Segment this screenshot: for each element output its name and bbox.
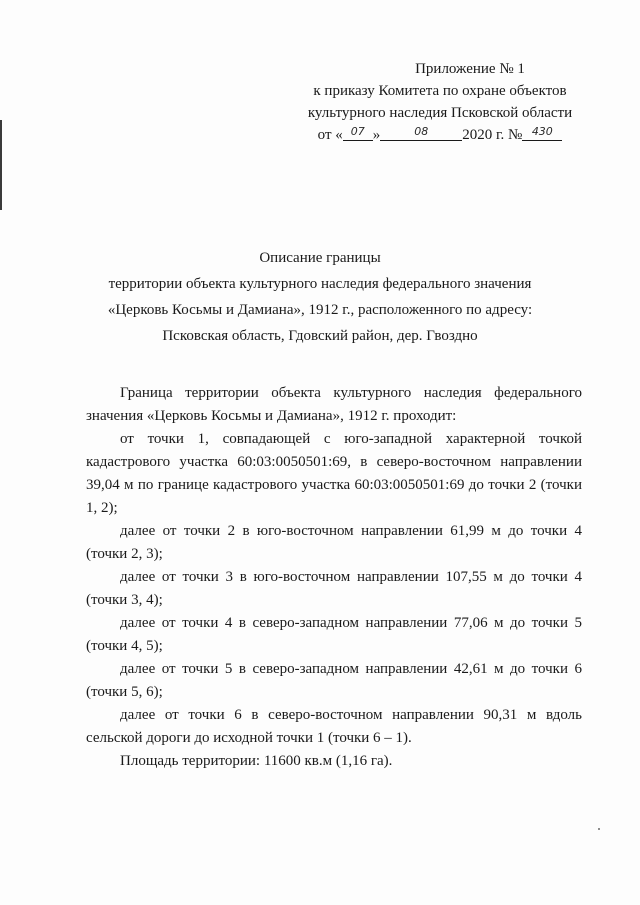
handwritten-day: 07 bbox=[350, 125, 365, 138]
paragraph-area: Площадь территории: 11600 кв.м (1,16 га). bbox=[120, 753, 393, 769]
title-line-4: Псковская область, Гдовский район, дер. Гвоздно bbox=[162, 328, 478, 344]
appendix-order-line: к приказу Комитета по охране объектов bbox=[313, 83, 567, 99]
paragraph-point-3: далее от точки 3 в юго-восточном направлении 107,55 м до точки 4 (точки 3, 4); bbox=[86, 569, 582, 608]
document-title bbox=[40, 245, 600, 349]
date-month-field bbox=[380, 124, 462, 141]
scan-speck bbox=[598, 828, 600, 830]
handwritten-number: 430 bbox=[531, 125, 553, 138]
paragraph-point-2: далее от точки 2 в юго-восточном направлении 61,99 м до точки 4 (точки 2, 3); bbox=[86, 523, 582, 562]
scan-edge-mark bbox=[0, 120, 2, 210]
handwritten-month: 08 bbox=[414, 125, 429, 138]
title-line-2: территории объекта культурного наследия федерального значения bbox=[108, 276, 532, 292]
title-line-3: «Церковь Косьмы и Дамиана», 1912 г., расположенного по адресу: bbox=[107, 302, 533, 318]
title-line-1: Описание границы bbox=[259, 250, 381, 266]
order-number-field bbox=[522, 124, 562, 141]
boundary-description bbox=[86, 382, 582, 773]
appendix-number: Приложение № 1 bbox=[415, 61, 525, 77]
paragraph-point-4: далее от точки 4 в северо-западном направлении 77,06 м до точки 5 (точки 4, 5); bbox=[86, 615, 582, 654]
date-prefix: от « bbox=[317, 127, 343, 143]
paragraph-point-5: далее от точки 5 в северо-западном направлении 42,61 м до точки 6 (точки 5, 6); bbox=[86, 661, 582, 700]
date-mid: » bbox=[372, 127, 381, 143]
appendix-date-line bbox=[280, 124, 600, 146]
date-year-text: 2020 г. № bbox=[462, 127, 523, 143]
appendix-header bbox=[280, 58, 600, 146]
paragraph-point-6: далее от точки 6 в северо-восточном направлении 90,31 м вдоль сельской дороги до исходной точки 1 (точки 6 – 1). bbox=[86, 707, 582, 746]
appendix-committee-line: культурного наследия Псковской области bbox=[307, 105, 573, 121]
date-day-field bbox=[343, 124, 373, 141]
paragraph-point-1: от точки 1, совпадающей с юго-западной характерной точкой кадастрового участка 60:03:0050501:69, в северо-восточном направлении 39,04 м по границе кадастрового участка 60:03:0050501:69 до точки 2 (точки 1, 2); bbox=[86, 431, 582, 516]
paragraph-intro: Граница территории объекта культурного наследия федерального значения «Церковь Косьмы и Дамиана», 1912 г. проходит: bbox=[86, 385, 582, 424]
